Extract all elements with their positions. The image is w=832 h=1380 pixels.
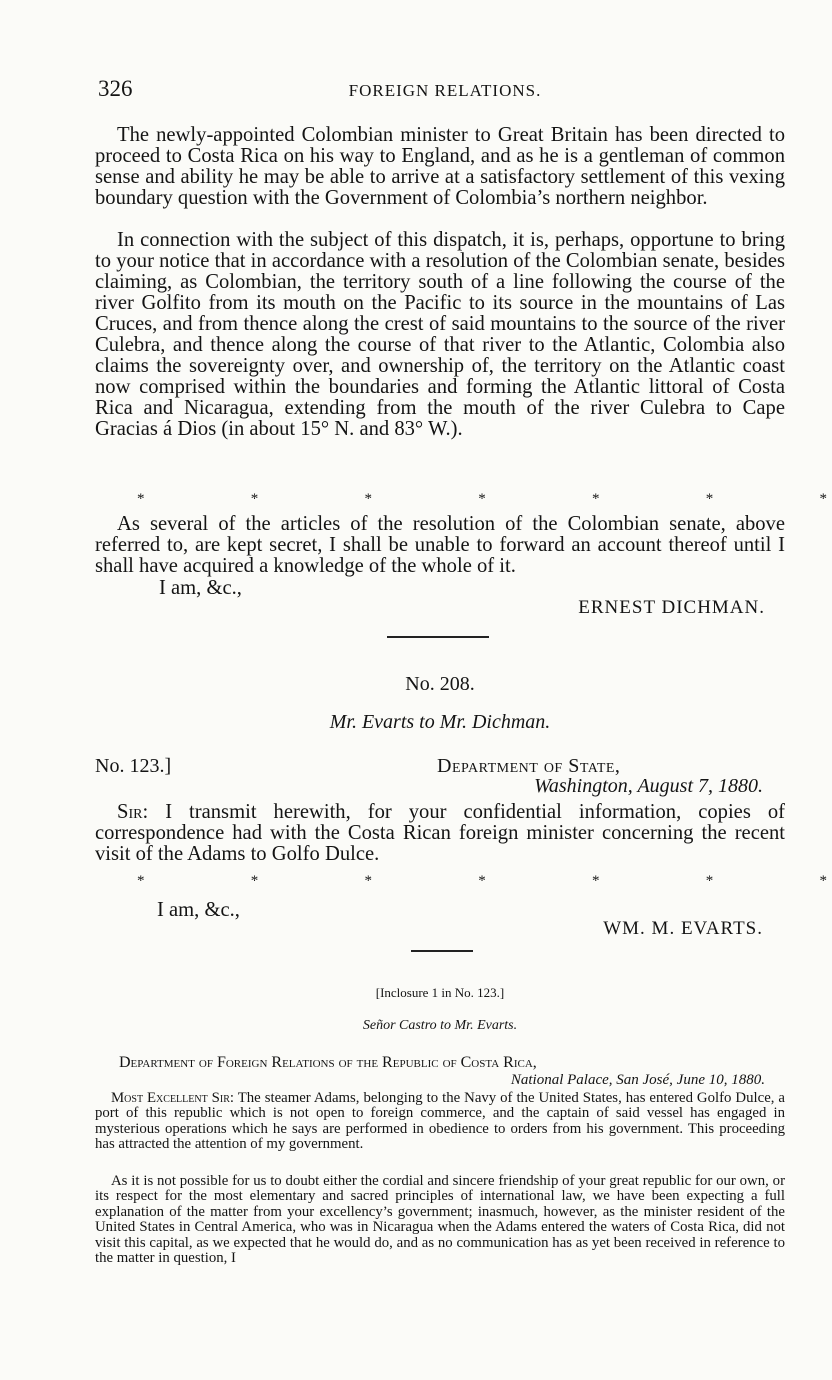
paragraph-transmit (95, 802, 785, 865)
page-number: 326 (98, 76, 133, 101)
inclosure-paragraph-2: As it is not possible for us to doubt either the cordial and sincere friendship of your great republic for our own, or its respect for the most elementary and sacred principles of international law, we have been expecting a full explanation of the matter from your excellency’s government; inasmuch, however, as the minister resident of the United States in Central America, who was in Nicaragua when the Adams entered the waters of Costa Rica, did not visit this capital, as we expected that he would do, and as no communication has as yet been received in reference to the matter in question, I (95, 1173, 785, 1267)
page-header (95, 76, 785, 106)
inclosure-department: Department of Foreign Relations of the Republic of Costa Rica, (119, 1054, 537, 1071)
running-head: FOREIGN RELATIONS. (348, 81, 542, 100)
signature: ERNEST DICHMAN. (578, 597, 765, 618)
paragraph-minister: The newly-appointed Colombian minister to Great Britain has been directed to proceed to Costa Rica on his way to England, and as he is a gentleman of common sense and ability he may be able to arrive at a satisfactory settlement of this vexing boundary question with the Government of Colombia’s northern neighbor. (95, 124, 785, 209)
document-heading: Mr. Evarts to Mr. Dichman. (329, 711, 551, 733)
ellipsis-stars: * * * * * * * (137, 491, 827, 507)
closing-2: I am, &c., (157, 899, 240, 921)
department-line: Department of State, (437, 755, 621, 777)
inclosure-paragraph-1 (95, 1091, 785, 1153)
divider (387, 636, 489, 638)
reference-number: No. 123.] (95, 755, 172, 777)
inclosure-salutation: Most Excellent Sir: (111, 1090, 235, 1106)
closing: I am, &c., (159, 577, 242, 599)
divider-2 (411, 950, 473, 952)
place-date: Washington, August 7, 1880. (534, 775, 763, 797)
inclosure-p1-text: The steamer Adams, belonging to the Navy of the United States, has entered Golfo Dulce, a port of this republic which is not open to foreign commerce, and the captain of said vessel has engaged in mysterious operations which he says are performed in obedience to orders from his government. This proceeding has attracted the attention of my government. (95, 1090, 785, 1153)
paragraph-senate-resolution: In connection with the subject of this dispatch, it is, perhaps, opportune to bring to your notice that in accordance with a resolution of the Colombian senate, besides claiming, as Colombian, the territory south of a line following the course of the river Golfito from its mouth on the Pacific to its source in the mountains of Las Cruces, and from thence along the crest of said mountains to the source of the river Culebra, and thence along the course of that river to the Atlantic, Colombia also claims the sovereignty over, and ownership of, the territory on the Atlantic coast now comprised within the boundaries and forming the Atlantic littoral of Costa Rica and Nicaragua, extending from the mouth of the river Culebra to Cape Gracias á Dios (in about 15° N. and 83° W.). (95, 229, 785, 440)
transmit-body: I transmit herewith, for your confidential information, copies of correspondence had with the Costa Rican foreign minister concerning the recent visit of the Adams to Golfo Dulce. (95, 801, 785, 865)
document-number: No. 208. (405, 673, 475, 695)
ellipsis-stars-2: * * * * * * * (137, 873, 827, 889)
inclosure-place-date: National Palace, San José, June 10, 1880. (510, 1072, 765, 1088)
inclosure-heading: Señor Castro to Mr. Evarts. (362, 1018, 518, 1033)
signature-2: WM. M. EVARTS. (603, 918, 763, 939)
inclosure-label: [Inclosure 1 in No. 123.] (375, 985, 505, 1000)
salutation: Sir: (117, 801, 149, 823)
paragraph-secret-articles: As several of the articles of the resolution of the Colombian senate, above referred to, are kept secret, I shall be unable to forward an account thereof until I shall have acquired a knowledge of the whole of it. (95, 513, 785, 577)
